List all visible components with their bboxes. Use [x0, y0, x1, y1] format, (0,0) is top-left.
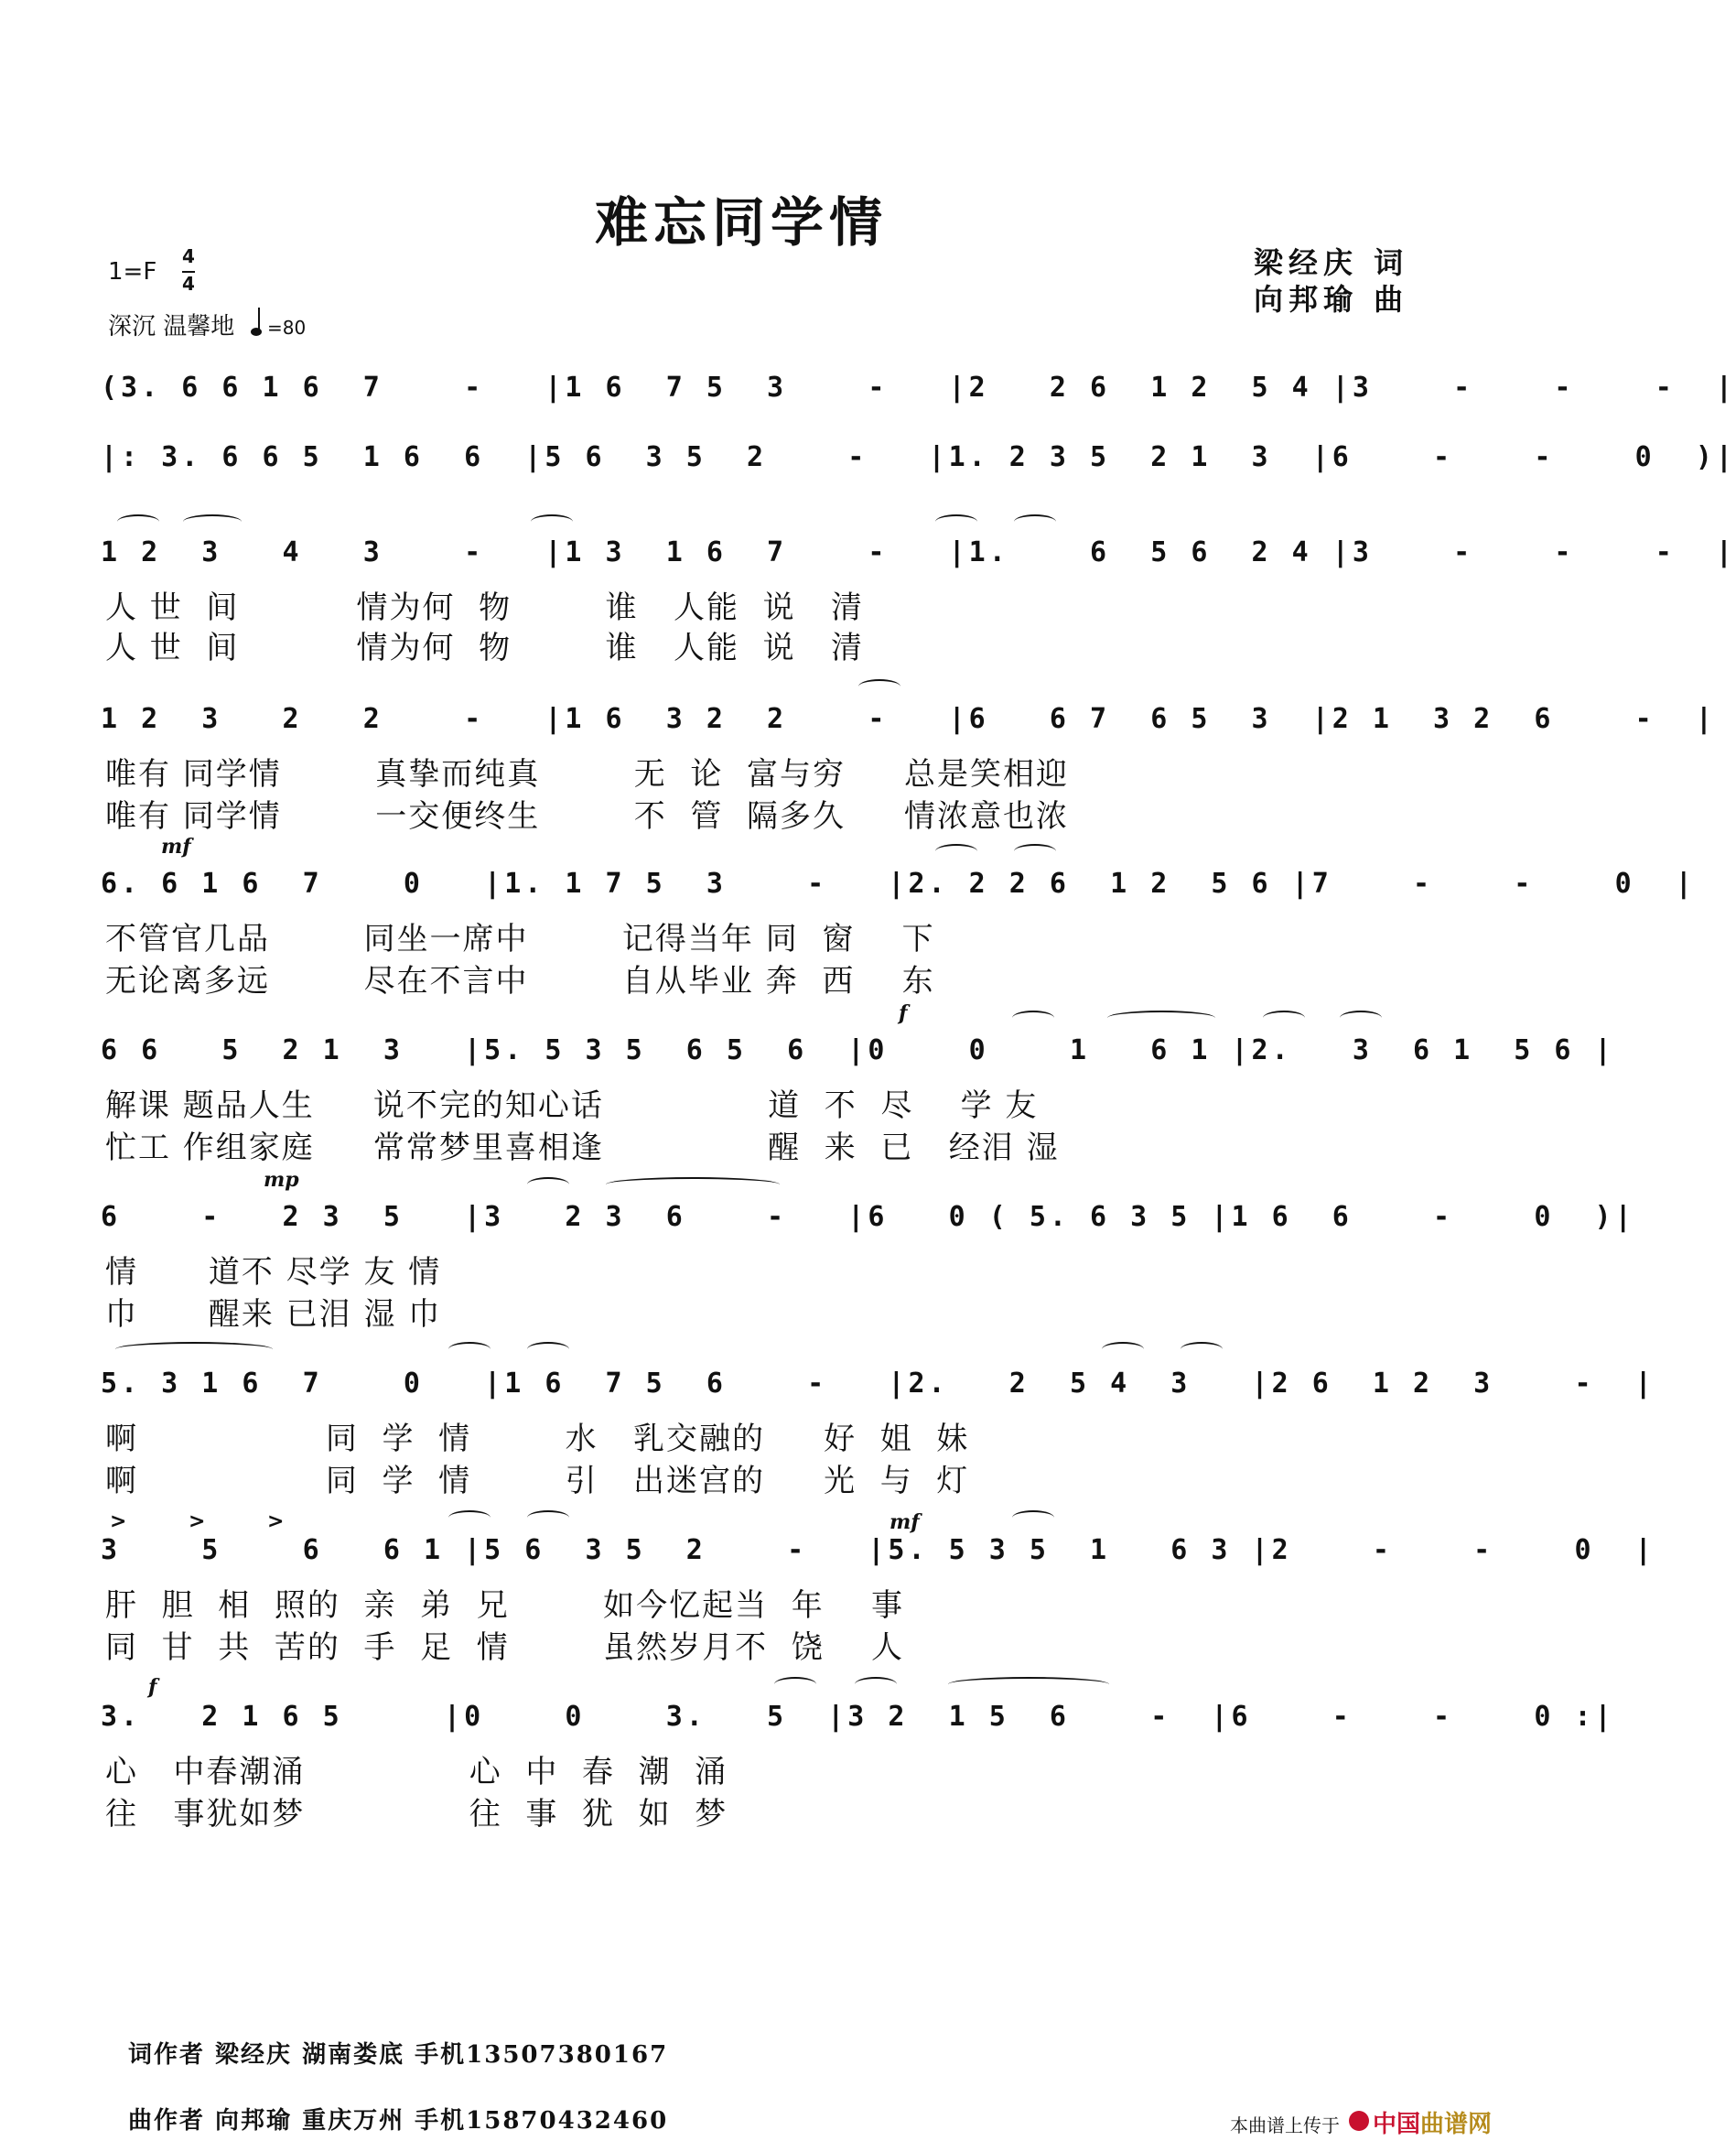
composer-credit: 向邦瑜 曲	[1254, 282, 1409, 317]
key-signature: 1=F	[108, 258, 157, 286]
score-row-6	[101, 1027, 1615, 1075]
score-row-10	[101, 1693, 1615, 1741]
tempo-marking: 深沉 温馨地	[108, 313, 235, 341]
notation-line: (3. 6 6 1 6 7 - |1 6 7 5 3 - |2 2 6 1 2 5 4 |3 - - - |	[101, 372, 1736, 404]
tie	[606, 1177, 780, 1192]
lyricist-credit: 梁经庆 词	[1254, 245, 1409, 280]
lyric-verse-1: 人 世 间 情为何 物 谁 人能 说 清	[105, 589, 865, 626]
slur	[1014, 514, 1056, 529]
slur	[527, 1342, 569, 1357]
time-signature-top: 4	[182, 245, 195, 267]
lyric-verse-1: 情 道不 尽学 友 情	[105, 1254, 442, 1291]
notation-line: 1 2 3 2 2 - |1 6 3 2 2 - |6 6 7 6 5 3 |2 1 3 2 6 - |	[101, 703, 1716, 735]
slur	[527, 1510, 569, 1525]
slur	[448, 1342, 491, 1357]
site-brand-part-a: 中国	[1373, 2111, 1421, 2138]
lyric-verse-2: 巾 醒来 已泪 湿 巾	[105, 1296, 442, 1333]
notation-line: |: 3. 6 6 5 1 6 6 |5 6 3 5 2 - |1. 2 3 5 2 1 3 |6 - - 0 )|	[101, 441, 1736, 473]
lyric-verse-2: 唯有 同学情 一交便终生 不 管 隔多久 情浓意也浓	[105, 798, 1069, 835]
score-row-7	[101, 1194, 1635, 1241]
dynamic-mark: mf	[161, 835, 191, 859]
slur	[527, 1177, 569, 1192]
slur	[774, 1677, 816, 1692]
slur	[855, 1677, 897, 1692]
time-signature-bottom: 4	[182, 273, 195, 295]
notation-line: 3. 2 1 6 5 |0 0 3. 5 |3 2 1 5 6 - |6 - - 0 :|	[101, 1701, 1615, 1733]
slur	[117, 514, 159, 529]
slur	[115, 1342, 273, 1357]
dynamic-mark: mp	[264, 1168, 299, 1192]
lyric-verse-1: 唯有 同学情 真挚而纯真 无 论 富与穷 总是笑相迎	[105, 756, 1069, 793]
accent-mark: >	[189, 1510, 206, 1533]
lyric-verse-2: 啊 同 学 情 引 出迷宫的 光 与 灯	[105, 1463, 970, 1499]
score-row-5	[101, 860, 1696, 908]
site-logo-icon	[1349, 2111, 1369, 2131]
tie	[948, 1677, 1109, 1692]
upload-note: 本曲谱上传于	[1230, 2114, 1340, 2136]
notation-line: 1 2 3 4 3 - |1 3 1 6 7 - |1. 6 5 6 2 4 |3 - - - |	[101, 536, 1736, 568]
site-brand[interactable]	[1373, 2105, 1492, 2139]
page-title: 难忘同学情	[595, 191, 889, 254]
dynamic-mark: f	[148, 1675, 157, 1699]
lyric-verse-2: 忙工 作组家庭 常常梦里喜相逢 醒 来 已 经泪 湿	[105, 1130, 1060, 1166]
slur	[1181, 1342, 1223, 1357]
lyric-verse-2: 同 甘 共 苦的 手 足 情 虽然岁月不 饶 人	[105, 1629, 904, 1666]
accent-mark: >	[267, 1510, 285, 1533]
site-brand-part-b: 曲谱网	[1420, 2111, 1493, 2138]
notation-line: 6. 6 1 6 7 0 |1. 1 7 5 3 - |2. 2 2 6 1 2 5 6 |7 - - 0 |	[101, 868, 1696, 900]
tempo-bpm: =80	[267, 317, 307, 339]
lyric-verse-1: 心 中春潮涌 心 中 春 潮 涌	[105, 1754, 728, 1790]
slur	[1012, 1510, 1054, 1525]
dynamic-mark: f	[899, 1001, 908, 1025]
lyricist-contact: 词作者 梁经庆 湖南娄底 手机13507380167	[128, 2041, 669, 2069]
slur	[935, 844, 977, 859]
slur	[1014, 844, 1056, 859]
lyric-verse-2: 无论离多远 尽在不言中 自从毕业 奔 西 东	[105, 963, 935, 1000]
composer-contact: 曲作者 向邦瑜 重庆万州 手机15870432460	[128, 2107, 669, 2135]
lyric-verse-1: 不管官几品 同坐一席中 记得当年 同 窗 下	[105, 921, 935, 957]
score-row-intro-1	[101, 364, 1736, 412]
slur	[1107, 1011, 1215, 1025]
slur	[1340, 1011, 1382, 1025]
notation-line: 5. 3 1 6 7 0 |1 6 7 5 6 - |2. 2 5 4 3 |2 6 1 2 3 - |	[101, 1368, 1655, 1400]
slur	[1012, 1011, 1054, 1025]
slur	[1263, 1011, 1305, 1025]
score-row-9	[101, 1527, 1655, 1574]
slur	[1102, 1342, 1144, 1357]
lyric-verse-1: 肝 胆 相 照的 亲 弟 兄 如今忆起当 年 事	[105, 1587, 904, 1624]
lyric-verse-1: 啊 同 学 情 水 乳交融的 好 姐 妹	[105, 1421, 970, 1457]
score-row-8	[101, 1360, 1655, 1408]
lyric-verse-2: 往 事犹如梦 往 事 犹 如 梦	[105, 1796, 728, 1833]
notation-line: 3 5 6 6 1 |5 6 3 5 2 - |5. 5 3 5 1 6 3 |2 - - 0 |	[101, 1534, 1655, 1566]
slur	[183, 514, 242, 529]
score-row-intro-2	[101, 434, 1736, 481]
accent-mark: >	[110, 1510, 127, 1533]
slur	[531, 514, 573, 529]
slur	[448, 1510, 491, 1525]
lyric-verse-2: 人 世 间 情为何 物 谁 人能 说 清	[105, 630, 865, 666]
dynamic-mark: mf	[890, 1510, 920, 1534]
lyric-verse-1: 解课 题品人生 说不完的知心话 道 不 尽 学 友	[105, 1087, 1039, 1124]
slur	[858, 679, 900, 694]
notation-line: 6 6 5 2 1 3 |5. 5 3 5 6 5 6 |0 0 1 6 1 |2. 3 6 1 5 6 |	[101, 1034, 1615, 1066]
slur	[935, 514, 977, 529]
score-row-3	[101, 529, 1736, 577]
notation-line: 6 - 2 3 5 |3 2 3 6 - |6 0 ( 5. 6 3 5 |1 6 6 - 0 )|	[101, 1201, 1635, 1233]
score-row-4	[101, 696, 1716, 743]
quarter-note-head	[251, 328, 262, 336]
